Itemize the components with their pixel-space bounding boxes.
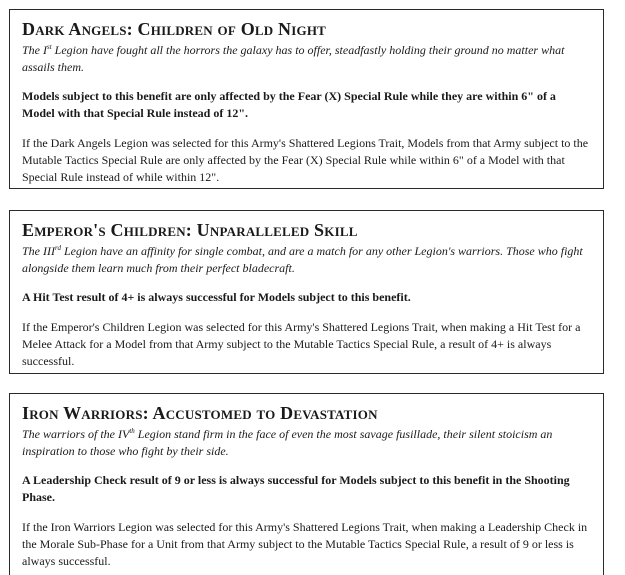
ordinal-suffix: th [129, 427, 135, 435]
flavour-text-end: Legion have an affinity for single combat, and are a match for any other Legion's warriors. Those who fight alongside them learn much from their perfect bladecraft. [22, 244, 583, 275]
shattered-legions-note: If the Emperor's Children Legion was selected for this Army's Shattered Legions Trait, when making a Hit Test for a Melee Attack for a Model from that Army subject to the Mutable Tactics Special Rule, a result of 4+ is always successful. [22, 320, 581, 368]
ordinal-suffix: rd [55, 244, 61, 252]
flavour-text [22, 42, 591, 76]
card-title: Emperor's Children: Unparalleled Skill [22, 220, 358, 240]
ordinal-suffix: st [47, 43, 52, 51]
legion-card-dark-angels [9, 9, 604, 189]
flavour-text-end: Legion have fought all the horrors the galaxy has to offer, steadfastly holding their ground no matter what assails them. [22, 43, 565, 74]
card-title: Dark Angels: Children of Old Night [22, 19, 327, 39]
rule-text: Models subject to this benefit are only affected by the Fear (X) Special Rule while they are within 6" of a Model with that Special Rule instead of 12". [22, 89, 556, 120]
card-title: Iron Warriors: Accustomed to Devastation [22, 403, 378, 423]
flavour-text-start: The I [22, 43, 47, 57]
shattered-legions-note: If the Iron Warriors Legion was selected for this Army's Shattered Legions Trait, when making a Leadership Check in the Morale Sub-Phase for a Unit from that Army subject to the Mutable Tactics Special Rule, a result of 9 or less is always successful. [22, 520, 588, 568]
flavour-text-start: The III [22, 244, 55, 258]
flavour-text-start: The warriors of the IV [22, 427, 130, 441]
flavour-text [22, 426, 591, 460]
legion-card-emperors-children [9, 210, 604, 374]
legion-card-iron-warriors [9, 393, 604, 575]
flavour-text [22, 243, 591, 277]
rule-text: A Hit Test result of 4+ is always successful for Models subject to this benefit. [22, 290, 411, 304]
flavour-text-end: Legion stand firm in the face of even the most savage fusillade, their silent stoicism an inspiration to those who fight by their side. [22, 427, 553, 458]
rule-text: A Leadership Check result of 9 or less is always successful for Models subject to this benefit in the Shooting Phase. [22, 473, 570, 504]
shattered-legions-note: If the Dark Angels Legion was selected for this Army's Shattered Legions Trait, Models from that Army subject to the Mutable Tactics Special Rule are only affected by the Fear (X) Special Rule while within 6" of a Model with that Special Rule instead of while within 12". [22, 136, 589, 184]
